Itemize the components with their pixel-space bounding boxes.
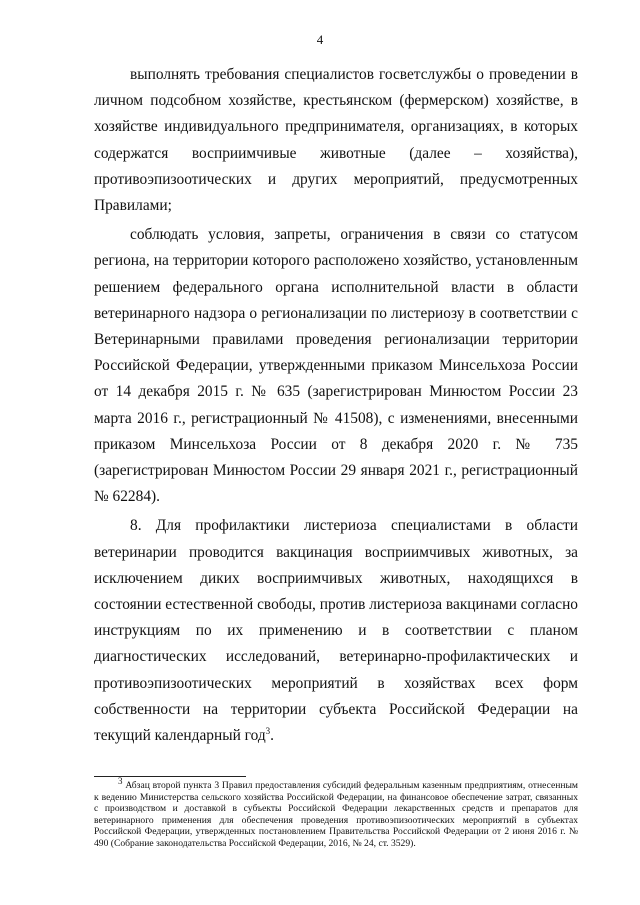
paragraph-regionalization: соблюдать условия, запреты, ограничения в связи со статусом региона, на территории которого расположено хозяйство, установленным решением федерального органа исполнительной власти в области ветеринарного надзора о регионализации по листериозу в соответствии с Ветеринарными правилами проведения регионализации территории Российской Федерации, утвержденными приказом Минсельхоза России от 14 декабря 2015 г. № 635 (зарегистрирован Минюстом России 23 марта 2016 г., регистрационный № 41508), с изменениями, внесенными приказом Минсельхоза России от 8 декабря 2020 г. № 735 (зарегистрирован Минюстом России 29 января 2021 г., регистрационный № 62284).	[94, 226, 578, 506]
page-number: 4	[316, 32, 324, 47]
paragraph-vaccination: 8. Для профилактики листериоза специалистами в области ветеринарии проводится вакцинация восприимчивых животных, за исключением диких восприимчивых животных, находящихся в состоянии естественной свободы, против листериоза вакцинами согласно инструкциям по их применению и в соответствии с планом диагностических исследований, ветеринарно-профилактических и противоэпизоотических мероприятий в хозяйствах всех форм собственности на территории субъекта Российской Федерации на текущий календарный год$^3$.	[94, 517, 579, 745]
paragraph-requirements: выполнять требования специалистов госветслужбы о проведении в личном подсобном хозяйстве, крестьянском (фермерском) хозяйстве, в хозяйстве индивидуального предпринимателя, организациях, в которых содержатся восприимчивые животные (далее – хозяйства), противоэпизоотических и других мероприятий, предусмотренных Правилами;	[94, 66, 578, 215]
footnote	[94, 775, 578, 850]
document-body	[94, 62, 578, 749]
footnote-text: Абзац второй пункта 3 Правил предоставления субсидий федеральным казенным предприятиям, отнесенным к ведению Министерства сельского хозяйства Российской Федерации, на финансовое обеспечение затрат, связанных с производством и доставкой в субъекты Российской Федерации лекарственных средств и препаратов для ветеринарного применения для обеспечения проведения противоэпизоотических мероприятий в субъектах Российской Федерации, утвержденных постановлением Правительства Российской Федерации от 2 июня 2016 г. № 490 (Собрание законодательства Российской Федерации, 2016, № 24, ст. 3529).	[94, 780, 578, 849]
footnote-marker: 3	[118, 775, 123, 786]
footnote-separator	[94, 776, 246, 777]
paragraph-vaccination-text: 8. Для профилактики листериоза специалистами в области ветеринарии проводится вакцинация восприимчивых животных, за исключением диких восприимчивых животных, находящихся в состоянии естественной свободы, против листериоза вакцинами согласно инструкциям по их применению и в соответствии с планом диагностических исследований, ветеринарно-профилактических и противоэпизоотических мероприятий в хозяйствах всех форм собственности на территории субъекта Российской Федерации на текущий календарный год	[94, 517, 579, 745]
footnote-reference[interactable]: 3	[265, 725, 271, 736]
